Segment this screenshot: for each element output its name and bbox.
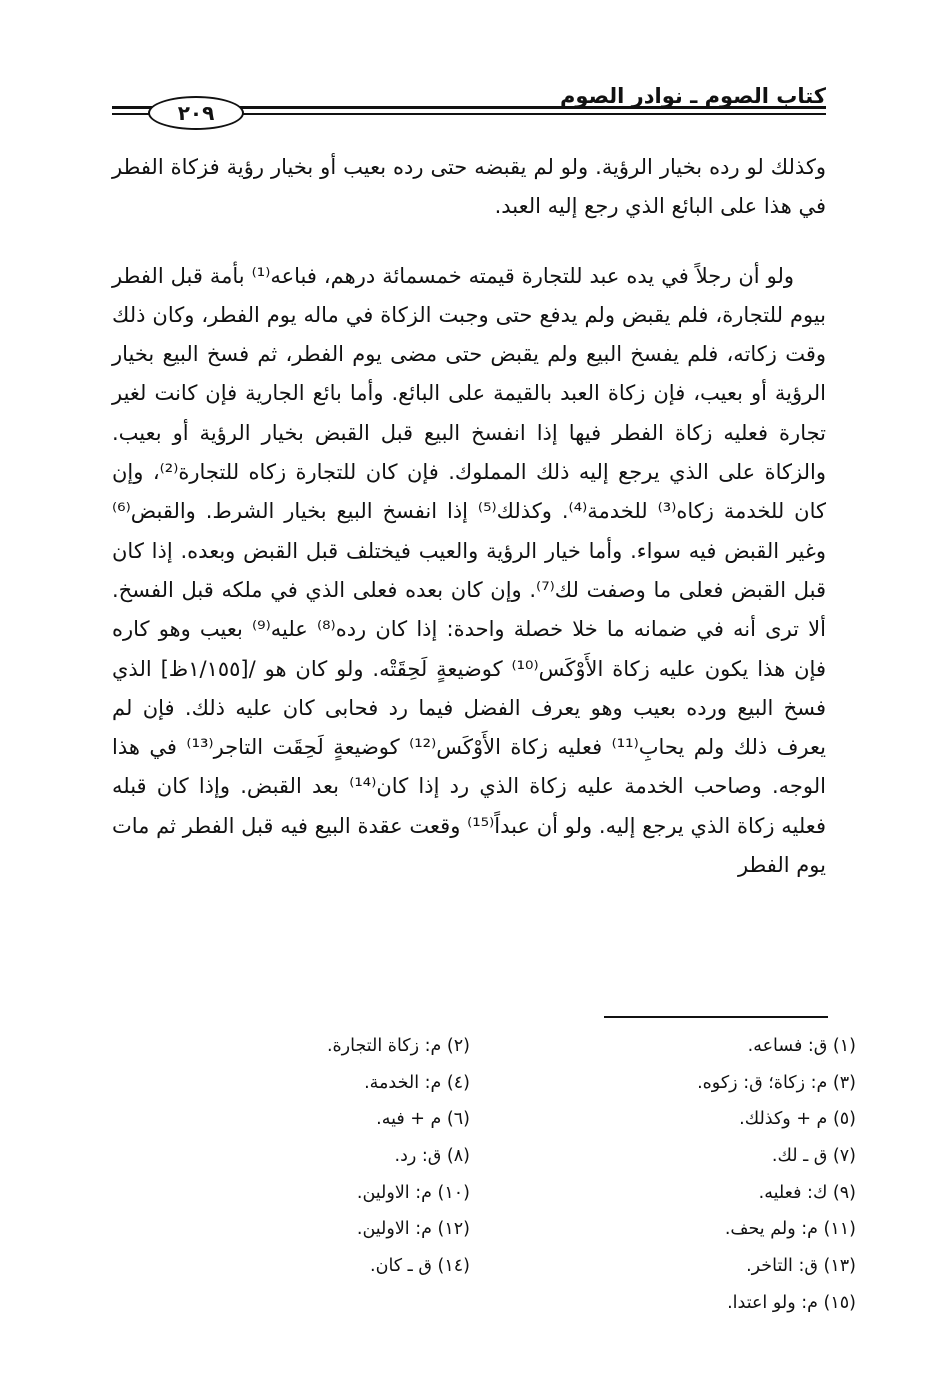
footnote-15: (١٥) م: ولو اعتدا. [727, 1292, 856, 1313]
footnote-5: (٥) م + وكذلك. [739, 1109, 856, 1130]
footnote-6: (٦) م + فيه. [376, 1109, 470, 1130]
footnote-14: (١٤) ق ـ كان. [370, 1256, 470, 1277]
footnote-10: (١٠) م: الاولين. [356, 1182, 470, 1203]
footnote-13: (١٣) ق: التاخر. [746, 1256, 856, 1277]
footnote-11: (١١) م: ولم يحف. [724, 1219, 856, 1240]
footnote-separator [604, 1016, 828, 1018]
paragraph-1: وكذلك لو رده بخيار الرؤية. ولو لم يقبضه حتى رده بعيب أو بخيار رؤية فزكاة الفطر في هذا على البائع الذي رجع إليه العبد. [112, 155, 826, 219]
footnotes-left-column [210, 1028, 470, 1285]
footnote-4: (٤) م: الخدمة. [364, 1072, 470, 1093]
footnote-1: (١) ق: فساعه. [747, 1036, 856, 1056]
footnote-3: (٣) م: زكاة؛ ق: زكوه. [697, 1072, 856, 1093]
main-text [112, 148, 826, 885]
footnote-9: (٩) ك: فعليه. [758, 1182, 856, 1203]
footnote-8: (٨) ق: رد. [394, 1146, 470, 1167]
paragraph-2: ولو أن رجلاً في يده عبد للتجارة قيمته خمسمائة درهم، فباعه⁽¹⁾ بأمة قبل الفطر بيوم للتجارة، فلم يقبض ولم يدفع حتى وجبت الزكاة في ماله يوم الفطر، وكان ذلك وقت زكاته، فلم يفسخ البيع ولم يقبض حتى مضى يوم الفطر، ثم فسخ البيع بخيار الرؤية أو بعيب، فإن زكاة العبد بالقيمة على البائع. وأما بائع الجارية فإن كانت لغير تجارة فعليه زكاة الفطر فيها إذا انفسخ البيع قبل القبض بخيار الرؤية أو بعيب. والزكاة على الذي يرجع إليه ذلك المملوك. فإن كان للتجارة زكاه للتجارة⁽²⁾، وإن كان للخدمة زكاه⁽³⁾ للخدمة⁽⁴⁾. وكذلك⁽⁵⁾ إذا انفسخ البيع بخيار الشرط. والقبض⁽⁶⁾ وغير القبض فيه سواء. وأما خيار الرؤية والعيب فيختلف قبل القبض وبعده. إذا كان قبل القبض فعلى ما وصفت لك⁽⁷⁾. وإن كان بعده فعلى الذي في ملكه قبل الفسخ. ألا ترى أنه في ضمانه ما خلا خصلة واحدة: إذا كان رده⁽⁸⁾ عليه⁽⁹⁾ بعيب وهو كاره فإن هذا يكون عليه زكاة الأَوْكَس⁽¹⁰⁾ كوضيعةٍ لَحِقَتْه. ولو كان هو /[١/١٥٥ظ] الذي فسخ البيع ورده بعيب وهو يعرف الفضل فيما رد فحابى كان عليه ذلك. فإن لم يعرف ذلك ولم يحابِ⁽¹¹⁾ فعليه زكاة الأَوْكَس⁽¹²⁾ كوضيعةٍ لَحِقَت التاجر⁽¹³⁾ في هذا الوجه. وصاحب الخدمة عليه زكاة الذي رد إذا كان⁽¹⁴⁾ بعد القبض. وإذا كان قبله فعليه زكاة الذي يرجع إليه. ولو أن عبداً⁽¹⁵⁾ وقعت عقدة البيع فيه قبل الفطر ثم مات يوم الفطر [112, 263, 826, 878]
footnotes-right-column [616, 1028, 856, 1322]
footnote-2: (٢) م: زكاة التجارة. [326, 1036, 470, 1056]
footnote-12: (١٢) م: الاولين. [356, 1219, 470, 1240]
footnote-7: (٧) ق ـ لك. [771, 1146, 856, 1167]
header-title: كتاب الصوم ـ نوادر الصوم [560, 84, 826, 108]
page-number: ٢٠٩ [148, 96, 244, 130]
